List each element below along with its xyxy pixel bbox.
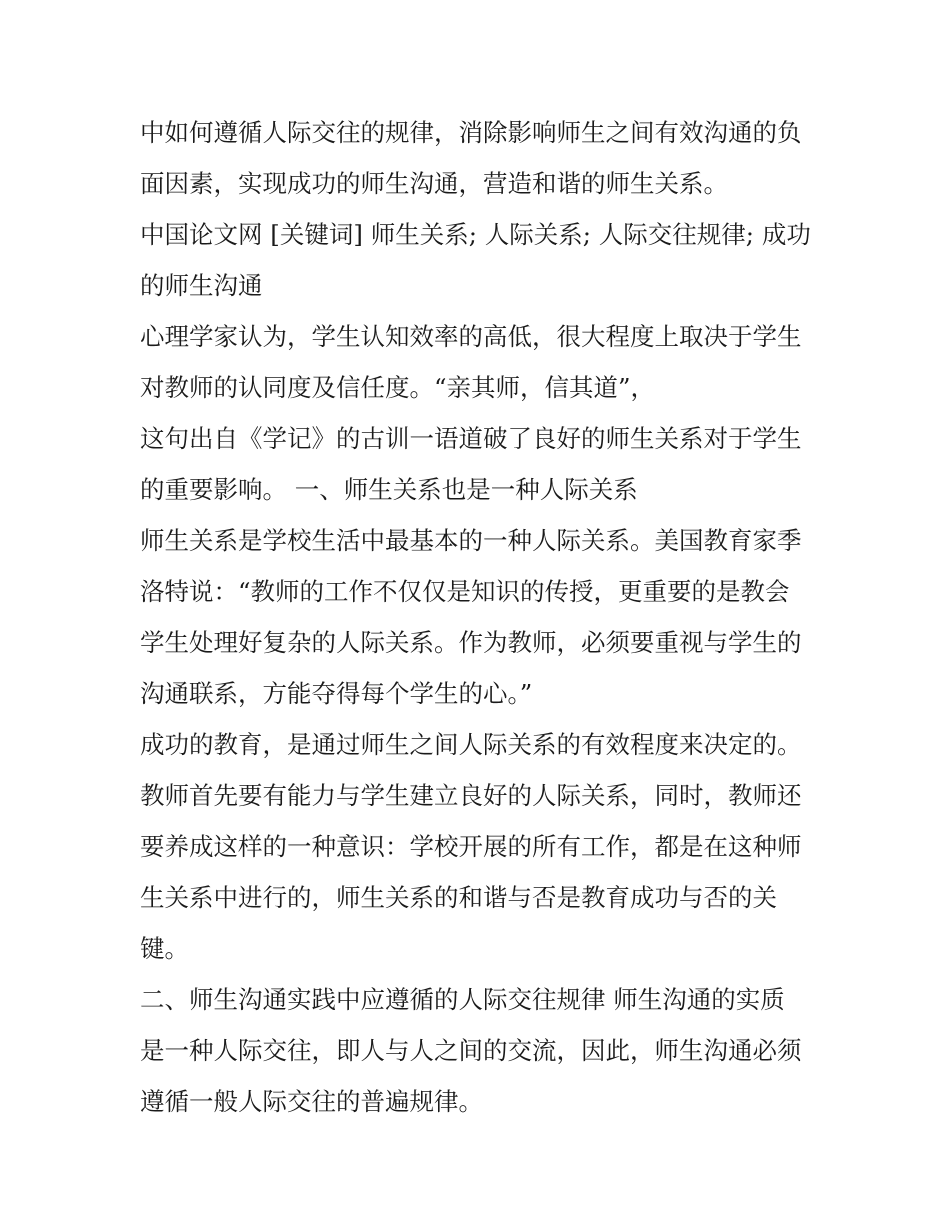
text-line: 面因素，实现成功的师生沟通，营造和谐的师生关系。 (140, 169, 728, 198)
text-line: 的师生沟通 (140, 271, 263, 300)
document-body (140, 107, 820, 1127)
text-line: 教师首先要有能力与学生建立良好的人际关系，同时，教师还 (140, 781, 802, 810)
text-line: 中如何遵循人际交往的规律，消除影响师生之间有效沟通的负 (140, 118, 802, 147)
text-line: 的重要影响。 一、师生关系也是一种人际关系 (140, 475, 638, 504)
text-line: 中国论文网 [关键词] 师生关系; 人际关系; 人际交往规律; 成功 (140, 220, 811, 249)
text-line: 沟通联系，方能夺得每个学生的心。” (140, 679, 533, 708)
text-line: 洛特说：“教师的工作不仅仅是知识的传授，更重要的是教会 (140, 577, 790, 606)
text-line: 生关系中进行的，师生关系的和谐与否是教育成功与否的关 (140, 883, 777, 912)
text-line: 键。 (140, 934, 189, 963)
text-line: 学生处理好复杂的人际关系。作为教师，必须要重视与学生的 (140, 628, 802, 657)
text-line: 师生关系是学校生活中最基本的一种人际关系。美国教育家季 (140, 526, 802, 555)
text-line: 心理学家认为，学生认知效率的高低，很大程度上取决于学生 (140, 322, 802, 351)
text-line: 成功的教育，是通过师生之间人际关系的有效程度来决定的。 (140, 730, 802, 759)
text-line: 对教师的认同度及信任度。“亲其师，信其道”， (140, 373, 656, 402)
text-line: 是一种人际交往，即人与人之间的交流，因此，师生沟通必须 (140, 1036, 802, 1065)
text-line: 遵循一般人际交往的普遍规律。 (140, 1087, 483, 1116)
text-line: 要养成这样的一种意识：学校开展的所有工作，都是在这种师 (140, 832, 802, 861)
text-line: 二、师生沟通实践中应遵循的人际交往规律 师生沟通的实质 (140, 985, 785, 1014)
text-line: 这句出自《学记》的古训一语道破了良好的师生关系对于学生 (140, 424, 802, 453)
